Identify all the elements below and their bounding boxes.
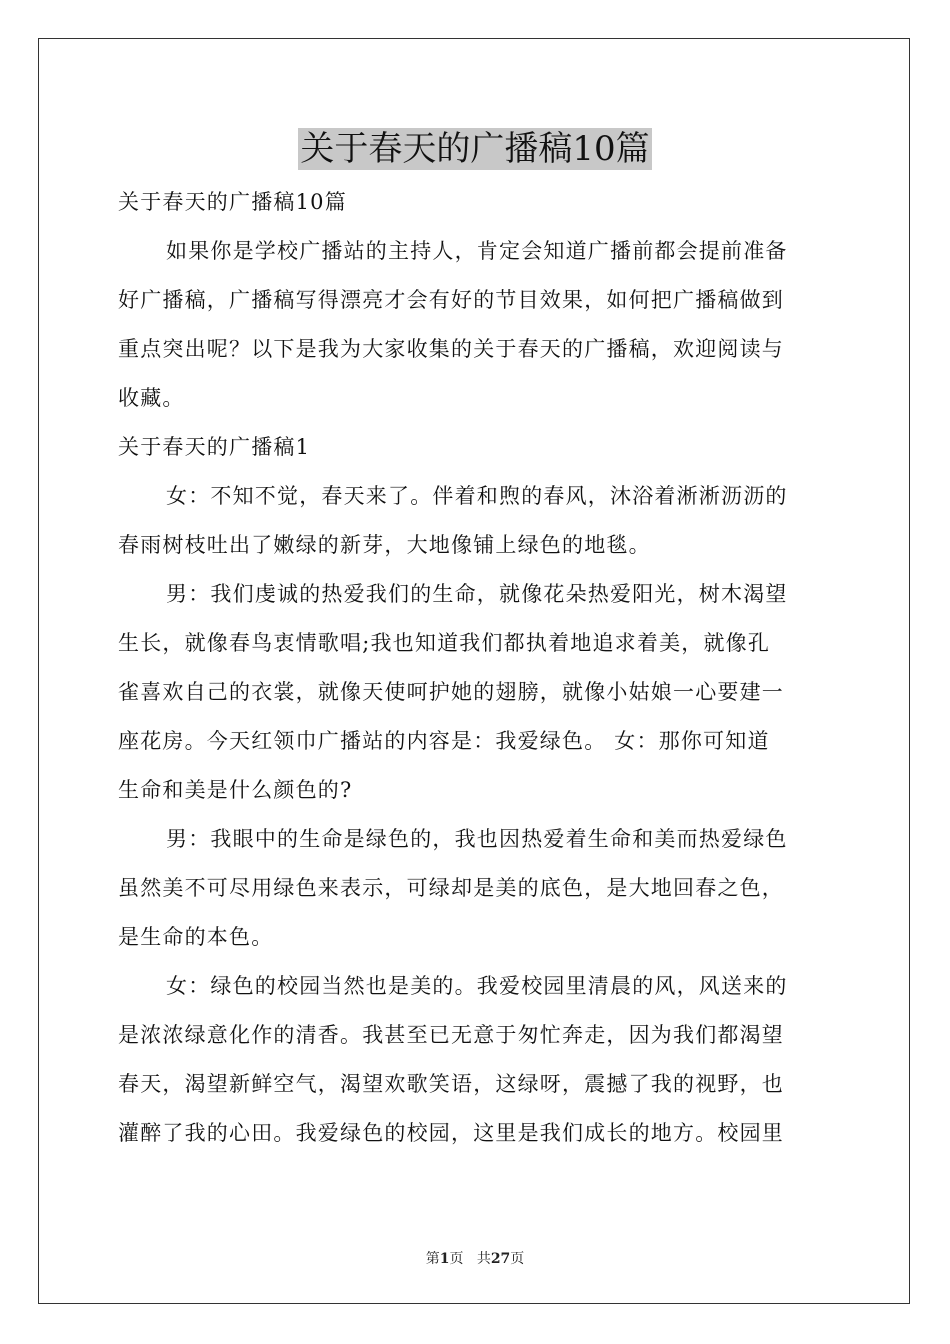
paragraph-line: 男：我眼中的生命是绿色的，我也因热爱着生命和美而热爱绿色	[166, 827, 788, 851]
paragraph-line: 是浓浓绿意化作的清香。我甚至已无意于匆忙奔走，因为我们都渴望	[118, 1023, 784, 1047]
footer-page-suffix: 页	[449, 1251, 464, 1267]
dialogue-male-1	[118, 570, 834, 815]
paragraph-line: 生长，就像春鸟衷情歌唱;我也知道我们都执着地追求着美，就像孔	[118, 631, 771, 655]
paragraph-line: 好广播稿，广播稿写得漂亮才会有好的节目效果，如何把广播稿做到	[118, 288, 784, 312]
footer-total-prefix: 共	[476, 1251, 491, 1267]
paragraph-line: 雀喜欢自己的衣裳，就像天使呵护她的翅膀，就像小姑娘一心要建一	[118, 680, 784, 704]
document-title: 关于春天的广播稿10篇	[300, 129, 650, 169]
paragraph-line: 灌醉了我的心田。我爱绿色的校园，这里是我们成长的地方。校园里	[118, 1121, 784, 1145]
title-container	[0, 128, 950, 170]
dialogue-female-1	[118, 472, 834, 570]
intro-paragraph	[118, 227, 834, 423]
paragraph-line: 春天，渴望新鲜空气，渴望欢歌笑语，这绿呀，震撼了我的视野，也	[118, 1072, 784, 1096]
page-footer	[0, 1248, 950, 1268]
paragraph-line: 生命和美是什么颜色的?	[118, 778, 353, 802]
paragraph-line: 男：我们虔诚的热爱我们的生命，就像花朵热爱阳光，树木渴望	[166, 582, 788, 606]
document-body	[118, 178, 834, 1158]
paragraph-line: 女：不知不觉，春天来了。伴着和煦的春风，沐浴着淅淅沥沥的	[166, 484, 788, 508]
document-subtitle: 关于春天的广播稿10篇	[118, 190, 347, 214]
section-heading: 关于春天的广播稿1	[118, 435, 311, 459]
paragraph-line: 重点突出呢？以下是我为大家收集的关于春天的广播稿，欢迎阅读与	[118, 337, 784, 361]
footer-total-suffix: 页	[510, 1251, 525, 1267]
paragraph-line: 春雨树枝吐出了嫩绿的新芽，大地像铺上绿色的地毯。	[118, 533, 651, 557]
dialogue-male-2	[118, 815, 834, 962]
footer-total-pages: 27	[490, 1251, 511, 1267]
paragraph-line: 女：绿色的校园当然也是美的。我爱校园里清晨的风，风送来的	[166, 974, 788, 998]
footer-page-prefix: 第	[425, 1251, 440, 1267]
paragraph-line: 是生命的本色。	[118, 925, 274, 949]
footer-page-number: 1	[439, 1251, 450, 1267]
paragraph-line: 收藏。	[118, 386, 185, 410]
dialogue-female-2	[118, 962, 834, 1158]
paragraph-line: 虽然美不可尽用绿色来表示，可绿却是美的底色，是大地回春之色，	[118, 876, 784, 900]
paragraph-line: 如果你是学校广播站的主持人，肯定会知道广播前都会提前准备	[166, 239, 788, 263]
paragraph-line: 座花房。今天红领巾广播站的内容是：我爱绿色。 女：那你可知道	[118, 729, 770, 753]
